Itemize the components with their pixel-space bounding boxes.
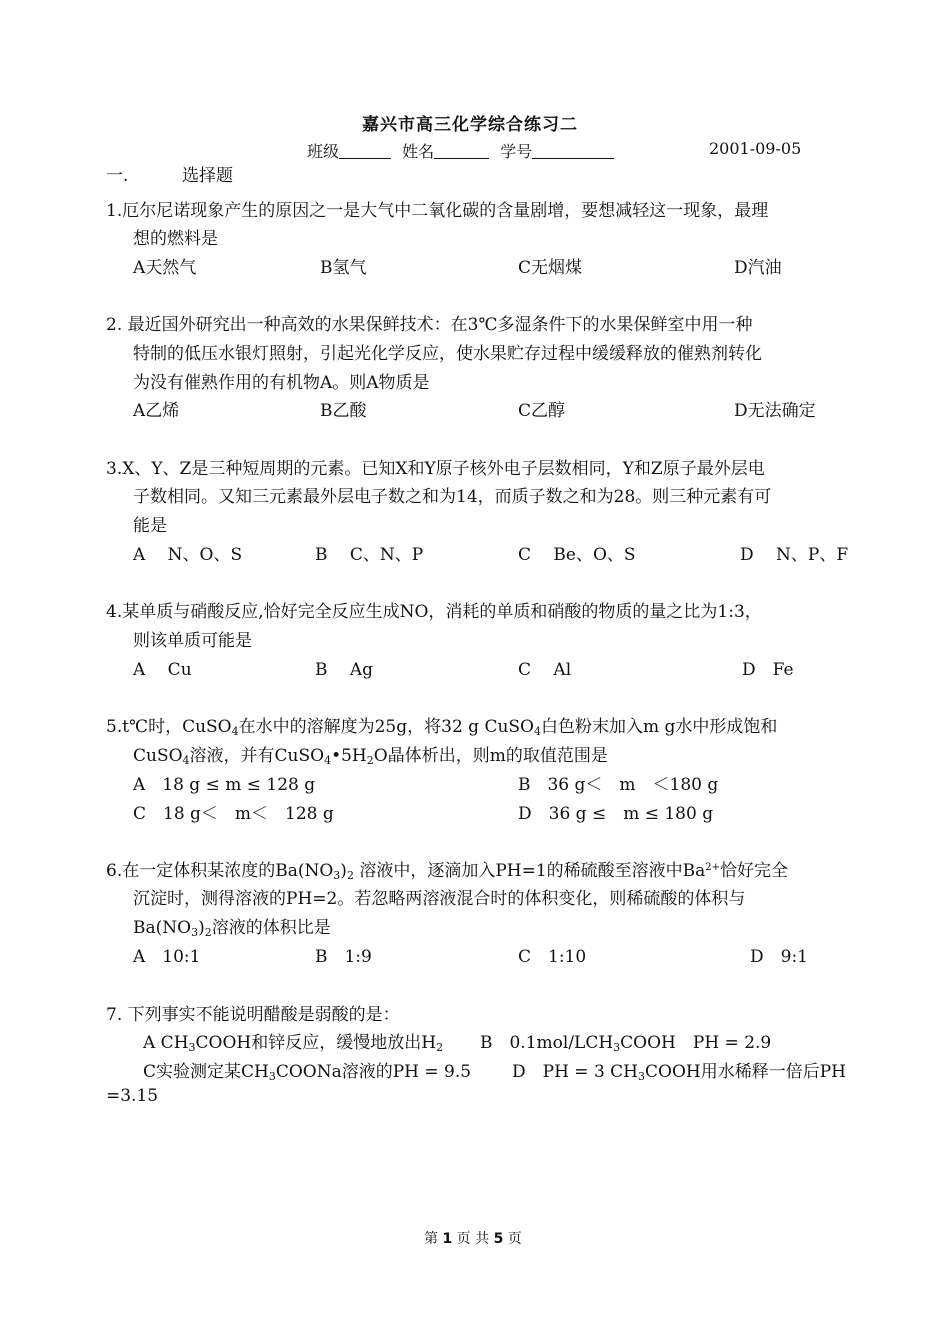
- section-name: 选择题: [182, 166, 233, 186]
- q4-option-b: B Ag: [315, 660, 374, 680]
- page-title: 嘉兴市高三化学综合练习二: [362, 115, 578, 135]
- q4-option-a: A Cu: [133, 660, 192, 680]
- q6-line3: $Ba(NO_3)_2$溶液的体积比是: [133, 918, 331, 939]
- q3-option-b: B C、N、P: [315, 545, 424, 565]
- class-blank: [339, 144, 391, 159]
- name-label: 姓名: [402, 142, 435, 161]
- q7-option-c: C实验测定某$CH_3COONa$溶液的PH = 9.5: [143, 1062, 472, 1083]
- q2-line3: 为没有催熟作用的有机物A。则A物质是: [133, 373, 430, 393]
- q5-option-b: B 36 g＜ m ＜180 g: [518, 775, 719, 795]
- q6-option-c: C 1:10: [518, 947, 587, 967]
- q7-option-d: D PH = 3 $CH_3COOH$用水稀释一倍后PH: [512, 1062, 846, 1083]
- q2-line2: 特制的低压水银灯照射，引起光化学反应，使水果贮存过程中缓缓释放的催熟剂转化: [133, 344, 762, 364]
- total-page-number: 5: [493, 1231, 504, 1247]
- q5-line1: 5.t℃时，CuSO$_4$在水中的溶解度为25g，将32 g CuSO$_4$白色粉末加入m g水中形成饱和: [106, 717, 778, 738]
- q1-option-b: B氢气: [320, 258, 367, 278]
- q4-option-d: D Fe: [742, 660, 794, 680]
- q1-option-a: A天然气: [133, 258, 197, 278]
- exam-date: 2001-09-05: [709, 139, 802, 158]
- current-page-number: 1: [442, 1231, 453, 1247]
- id-blank: [532, 144, 614, 159]
- q6-option-a: A 10:1: [133, 947, 201, 967]
- page-footer: 第 1 页 共 5 页: [424, 1231, 522, 1247]
- q2-option-a: A乙烯: [133, 401, 180, 421]
- section-number: 一.: [106, 166, 129, 186]
- q5-line2: CuSO$_4$溶液，并有$CuSO_4•5H_2O$晶体析出，则m的取值范围是: [133, 746, 608, 767]
- q7-tail: =3.15: [106, 1086, 159, 1106]
- q7-option-a: A $CH_3COOH$和锌反应，缓慢地放出$H_2$: [143, 1033, 444, 1054]
- q1-option-d: D汽油: [734, 258, 782, 278]
- q1-option-c: C无烟煤: [518, 258, 583, 278]
- q5-option-c: C 18 g＜ m＜ 128 g: [133, 804, 334, 824]
- id-label: 学号: [500, 142, 533, 161]
- q2-option-d: D无法确定: [734, 401, 816, 421]
- q2-option-c: C乙醇: [518, 401, 566, 421]
- class-label: 班级: [307, 142, 340, 161]
- name-blank: [434, 144, 489, 159]
- q1-line2: 想的燃料是: [133, 229, 218, 249]
- q3-option-a: A N、O、S: [133, 545, 243, 565]
- q6-line2: 沉淀时，测得溶液的PH=2。若忽略两溶液混合时的体积变化，则稀硫酸的体积与: [133, 889, 746, 909]
- q3-option-d: D N、P、F: [740, 545, 849, 565]
- q5-option-d: D 36 g ≤ m ≤ 180 g: [518, 804, 714, 824]
- q6-option-d: D 9:1: [750, 947, 808, 967]
- q4-option-c: C Al: [518, 660, 572, 680]
- q7-option-b: B $0.1mol/LCH_3COOH$ PH = 2.9: [480, 1033, 772, 1054]
- student-info-line: [307, 139, 614, 162]
- q5-option-a: A 18 g ≤ m ≤ 128 g: [133, 775, 316, 795]
- q6-option-b: B 1:9: [315, 947, 372, 967]
- q3-option-c: C Be、O、S: [518, 545, 636, 565]
- q7-line1: 7. 下列事实不能说明醋酸是弱酸的是：: [106, 1005, 400, 1025]
- q3-line1: 3.X、Y、Z是三种短周期的元素。已知X和Y原子核外电子层数相同，Y和Z原子最外层电: [106, 459, 765, 479]
- q4-line1: 4.某单质与硝酸反应,恰好完全反应生成NO，消耗的单质和硝酸的物质的量之比为1:3，: [106, 602, 762, 622]
- q1-line1: 1.厄尔尼诺现象产生的原因之一是大气中二氧化碳的含量剧增，要想减轻这一现象，最理: [106, 201, 769, 221]
- q6-line1: 6.在一定体积某浓度的$Ba(NO_3)_2$ 溶液中，逐滴加入PH=1的稀硫酸至溶液中$Ba^{2+}$恰好完全: [106, 861, 789, 882]
- q2-line1: 2. 最近国外研究出一种高效的水果保鲜技术：在3℃多湿条件下的水果保鲜室中用一种: [106, 315, 753, 335]
- q2-option-b: B乙酸: [320, 401, 367, 421]
- q4-line2: 则该单质可能是: [133, 631, 252, 651]
- q3-line2: 子数相同。又知三元素最外层电子数之和为14，而质子数之和为28。则三种元素有可: [133, 487, 772, 507]
- q3-line3: 能是: [133, 516, 167, 536]
